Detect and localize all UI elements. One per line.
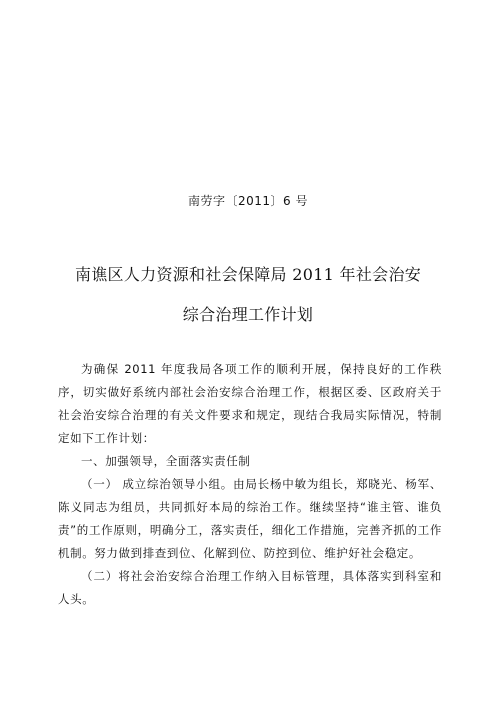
document-body: [58, 358, 442, 611]
document-number: 南劳字〔2011〕6 号: [188, 194, 308, 208]
section-1-item-1: （一） 成立综治领导小组。由局长杨中敏为组长，郑晓光、杨军、陈义同志为组员，共同抓好本局的综治工作。继续坚持“谁主管、谁负责”的工作原则，明确分工，落实责任，细化工作措施，完善齐抓的工作机制。努力做到排查到位、化解到位、防控到位、维护好社会稳定。: [58, 477, 442, 560]
intro-paragraph: 为确保 2011 年度我局各项工作的顺利开展，保持良好的工作秩序，切实做好系统内部社会治安综合治理工作，根据区委、区政府关于社会治安综合治理的有关文件要求和规定，现结合我局实际情况，特制定如下工作计划：: [58, 362, 442, 445]
section-1-heading: 一、加强领导，全面落实责任制: [81, 454, 251, 468]
document-title-line-2: 综合治理工作计划: [182, 305, 314, 324]
section-1-item-2: （二）将社会治安综合治理工作纳入目标管理，具体落实到科室和人头。: [58, 569, 442, 606]
document-title-line-1: 南谯区人力资源和社会保障局 2011 年社会治安: [74, 265, 422, 284]
